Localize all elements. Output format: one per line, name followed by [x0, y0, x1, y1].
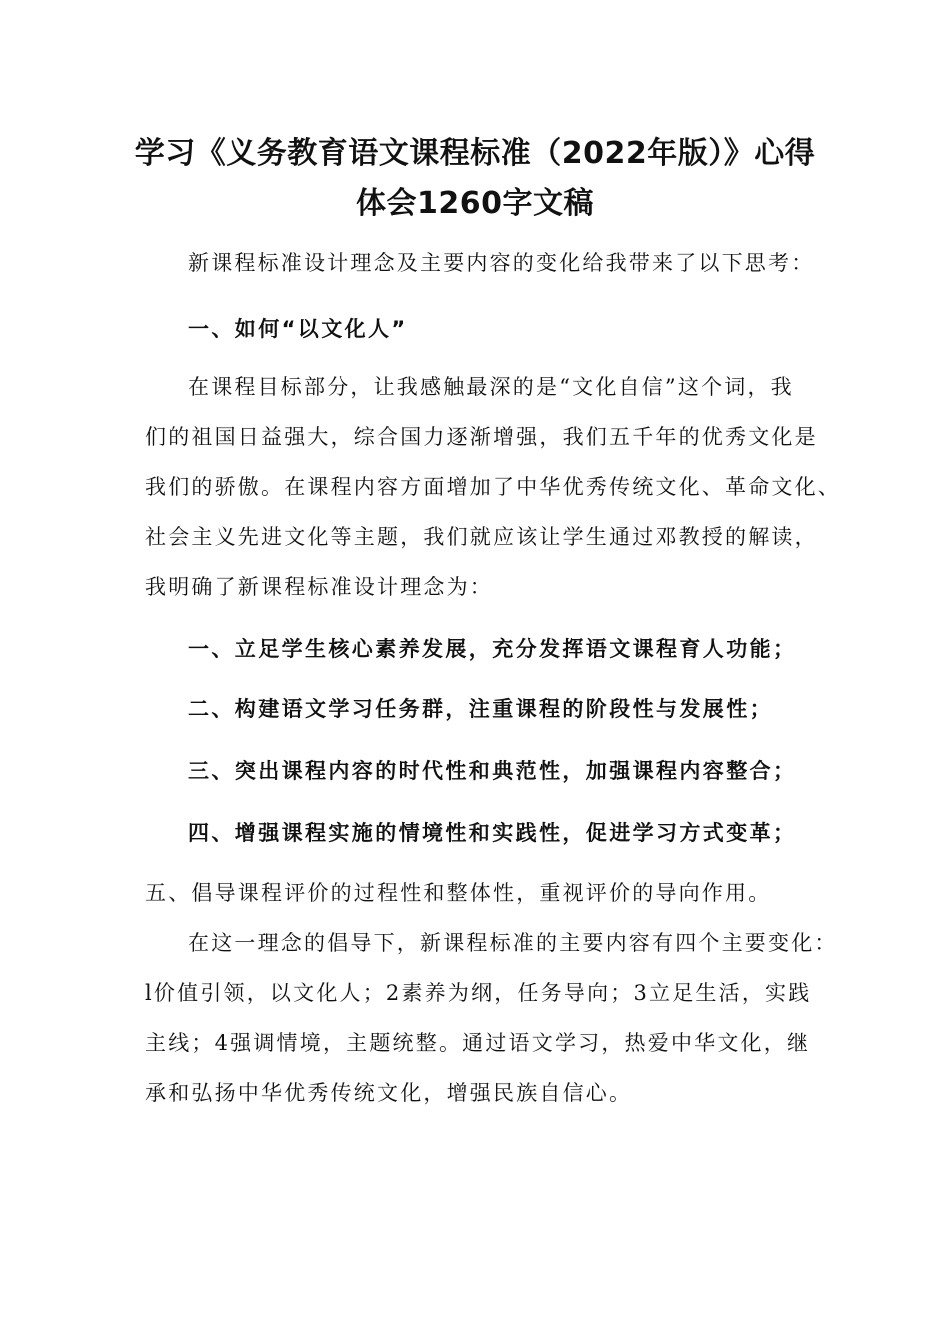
paragraph-1-line: 我们的骄傲。在课程内容方面增加了中华优秀传统文化、革命文化、	[145, 475, 841, 499]
paragraph-1-line: 在课程目标部分，让我感触最深的是“文化自信”这个词，我	[188, 375, 794, 399]
principle-item: 一、立足学生核心素养发展，充分发挥语文课程育人功能；	[188, 637, 797, 661]
paragraph-2-line: l价值引领，以文化人；2素养为纲，任务导向；3立足生活，实践	[145, 981, 812, 1005]
document-title-line-1: 学习《义务教育语文课程标准（2022年版）》心得	[134, 136, 816, 171]
principle-item: 三、突出课程内容的时代性和典范性，加强课程内容整合；	[188, 759, 797, 783]
intro-paragraph: 新课程标准设计理念及主要内容的变化给我带来了以下思考：	[188, 251, 815, 275]
document-title-line-2: 体会1260字文稿	[356, 186, 594, 221]
paragraph-1-line: 社会主义先进文化等主题，我们就应该让学生通过邓教授的解读，	[145, 525, 818, 549]
paragraph-2-line: 主线；4强调情境，主题统整。通过语文学习，热爱中华文化，继	[145, 1031, 811, 1055]
principle-item-5: 五、倡导课程评价的过程性和整体性，重视评价的导向作用。	[145, 881, 772, 905]
principle-item: 四、增强课程实施的情境性和实践性，促进学习方式变革；	[188, 821, 797, 845]
paragraph-2-line: 在这一理念的倡导下，新课程标准的主要内容有四个主要变化：	[188, 931, 838, 955]
section-heading-1: 一、如何“以文化人”	[188, 317, 408, 341]
paragraph-1-line: 们的祖国日益强大，综合国力逐渐增强，我们五千年的优秀文化是	[145, 425, 818, 449]
paragraph-1-line: 我明确了新课程标准设计理念为：	[145, 575, 493, 599]
paragraph-2-line: 承和弘扬中华优秀传统文化，增强民族自信心。	[145, 1081, 633, 1105]
principle-item: 二、构建语文学习任务群，注重课程的阶段性与发展性；	[188, 697, 773, 721]
